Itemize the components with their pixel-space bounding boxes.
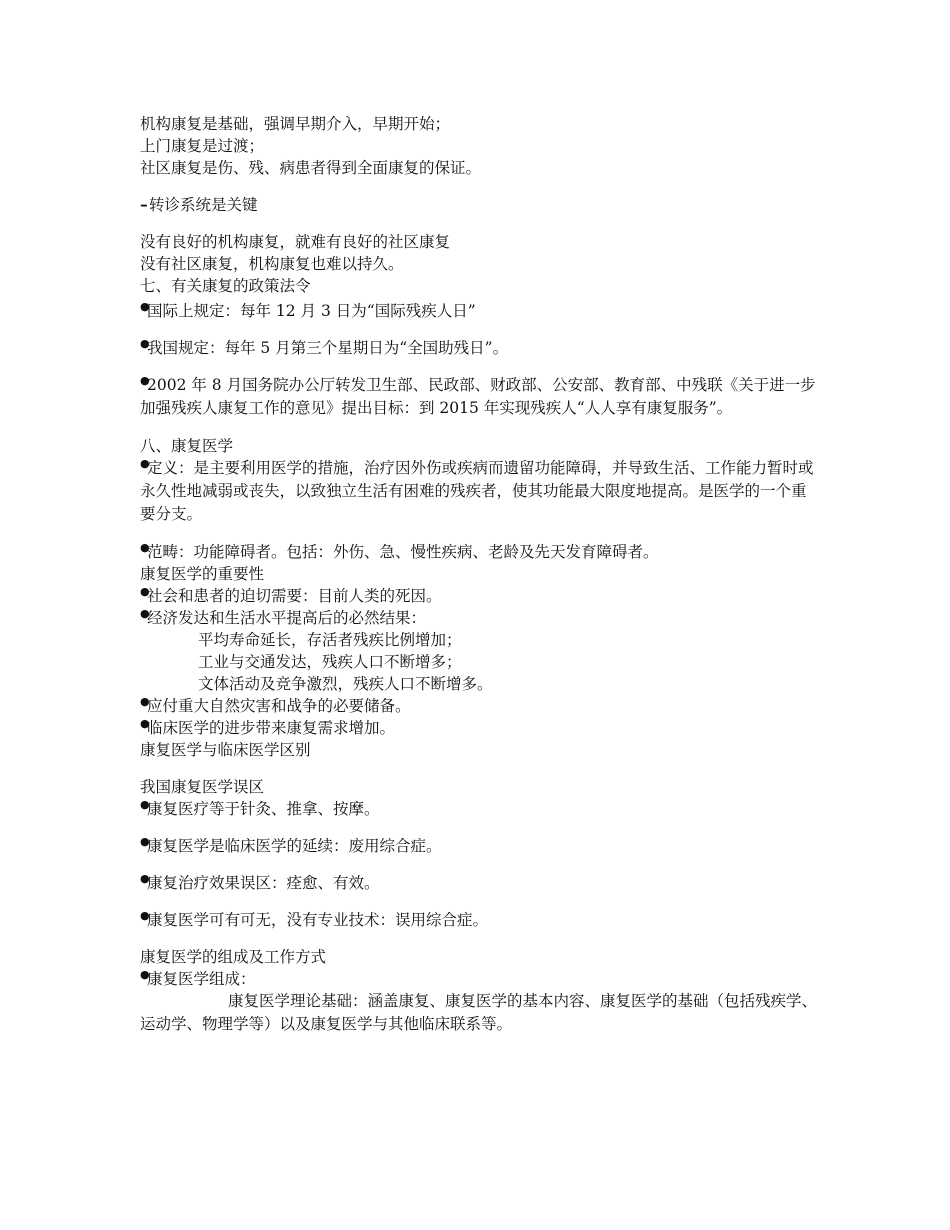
bullet-icon: ● [140,909,150,922]
bullet-item [140,968,820,990]
bullet-icon: ● [140,835,150,848]
bullet-icon: ● [140,585,150,598]
bullet-item [140,695,820,717]
bullet-item [140,717,820,739]
bullet-item [140,457,820,526]
text-line: 机构康复是基础，强调早期介入，早期开始； [140,115,451,133]
bullet-text: 经济发达和生活水平提高后的必然结果： [147,609,427,627]
bullet-item [140,798,820,820]
bullet-item [140,607,820,629]
text-line: 没有良好的机构康复，就难有良好的社区康复 [140,233,451,251]
bullet-item [140,541,820,563]
bullet-icon: ● [140,695,150,708]
text-line: 没有社区康复，机构康复也难以持久。 [140,255,404,273]
bullet-icon: ● [140,374,150,387]
bullet-item [140,872,820,894]
bullet-text: 社会和患者的迫切需要：目前人类的死因。 [147,587,442,605]
subsection-heading: 康复医学与临床医学区别 [140,741,311,759]
bullet-text: 康复医学组成： [147,970,256,988]
paragraph-text: 康复医学理论基础：涵盖康复、康复医学的基本内容、康复医学的基础（包括残疾学、运动学、物理学等）以及康复医学与其他临床联系等。 [140,992,818,1033]
subsection-heading: 康复医学的组成及工作方式 [140,948,327,966]
text-line: 上门康复是过渡； [140,137,265,155]
bullet-icon: ● [140,798,150,811]
bullet-text: 定义：是主要利用医学的措施，治疗因外伤或疾病而遗留功能障碍，并导致生活、工作能力暂时或永久性地减弱或丧失，以致独立生活有困难的残疾者，使其功能最大限度地提高。是医学的一个重要分支。 [140,459,814,523]
bullet-icon: ● [140,541,150,554]
subsection-heading: 我国康复医学误区 [140,778,265,796]
bullet-item [140,835,820,857]
indented-line: 工业与交通发达，残疾人口不断增多； [198,653,462,671]
bullet-item [140,337,820,359]
bullet-item [140,585,820,607]
indented-line: 文体活动及竞争激烈，残疾人口不断增多。 [198,675,493,693]
bullet-text: 康复医学是临床医学的延续：废用综合症。 [147,837,442,855]
bullet-icon: ● [140,607,150,620]
section-heading: 八、康复医学 [140,437,234,455]
bullet-icon: ● [140,300,150,313]
bullet-text: 范畴：功能障碍者。包括：外伤、急、慢性疾病、老龄及先天发育障碍者。 [147,543,659,561]
bullet-text: 2002 年 8 月国务院办公厅转发卫生部、民政部、财政部、公安部、教育部、中残联《关于进一步加强残疾人康复工作的意见》提出目标：到 2015 年实现残疾人“人人享有康复服务”。 [140,376,816,417]
bullet-text: 国际上规定：每年 12 月 3 日为“国际残疾人日” [147,302,476,320]
subsection-heading: 康复医学的重要性 [140,565,265,583]
section-heading: 七、有关康复的政策法令 [140,277,311,295]
bullet-icon: ● [140,968,150,981]
indented-line: 平均寿命延长，存活者残疾比例增加； [198,631,462,649]
bullet-text: 康复医疗等于针灸、推拿、按摩。 [147,800,380,818]
bullet-text: 我国规定：每年 5 月第三个星期日为“全国助残日”。 [147,339,509,357]
bullet-icon: ● [140,717,150,730]
dash-heading [140,194,820,216]
dash-heading-text: 转诊系统是关键 [149,196,258,214]
dash-icon: – [140,195,148,214]
bullet-icon: ● [140,872,150,885]
bullet-text: 临床医学的进步带来康复需求增加。 [147,719,396,737]
bullet-text: 康复治疗效果误区：痊愈、有效。 [147,874,380,892]
indented-paragraph [140,990,820,1036]
document-page [140,113,820,1036]
bullet-text: 康复医学可有可无，没有专业技术：误用综合症。 [147,911,489,929]
bullet-item [140,909,820,931]
bullet-text: 应付重大自然灾害和战争的必要储备。 [147,697,411,715]
bullet-item [140,374,820,420]
text-line: 社区康复是伤、残、病患者得到全面康复的保证。 [140,159,482,177]
bullet-icon: ● [140,457,150,470]
bullet-icon: ● [140,337,150,350]
bullet-item [140,300,820,322]
